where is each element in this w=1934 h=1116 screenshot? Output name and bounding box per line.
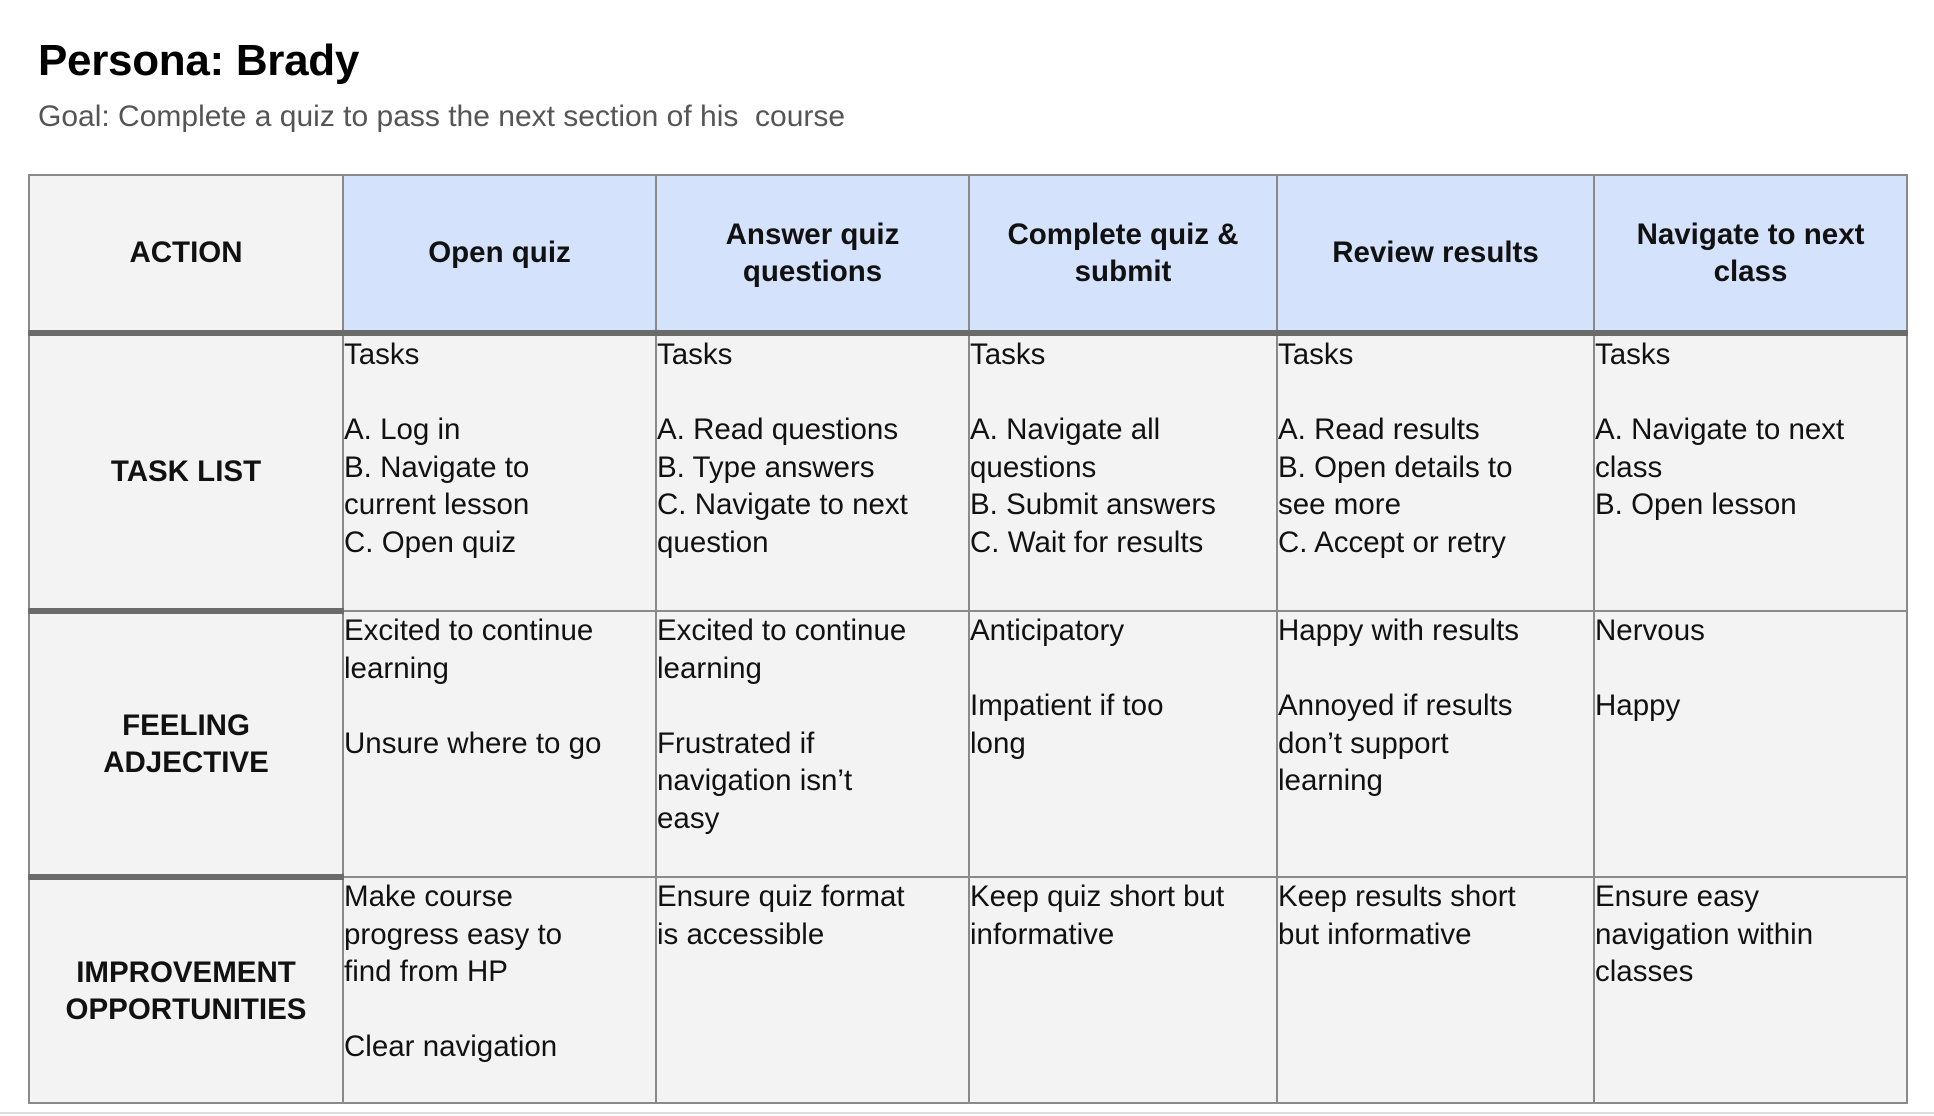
improvement-line: Make course — [344, 880, 513, 913]
task-line: C. Wait for results — [970, 525, 1204, 559]
improvement-line: progress easy to — [344, 917, 563, 951]
column-header-answer-quiz-questions — [656, 175, 969, 333]
feeling-line — [1278, 650, 1593, 688]
task-cell-complete-quiz-submit — [969, 333, 1277, 611]
improvement-line — [344, 991, 655, 1029]
improvement-line: classes — [1595, 955, 1694, 988]
feeling-line: Happy — [1595, 689, 1681, 722]
page-bottom-divider — [0, 1112, 1934, 1114]
row-label-text: FEELING — [122, 708, 250, 742]
task-line: current lesson — [344, 488, 530, 521]
feeling-adjective-row — [29, 611, 1907, 877]
feeling-line: navigation isn’t — [657, 764, 853, 797]
improvement-cell-complete-quiz-submit — [969, 877, 1277, 1103]
header-text: Open quiz — [428, 236, 571, 270]
feeling-line: don’t support — [1278, 726, 1449, 760]
page-title: Persona: Brady — [38, 36, 360, 85]
task-cell-answer-quiz-questions — [656, 333, 969, 611]
task-line: B. Open details to — [1278, 450, 1513, 484]
feeling-cell-navigate-to-next-class — [1594, 611, 1907, 877]
feeling-line: Happy with results — [1278, 614, 1520, 647]
feeling-line: Anticipatory — [970, 614, 1125, 647]
header-text: submit — [1074, 255, 1172, 288]
task-line: Tasks — [1278, 338, 1354, 371]
task-line: C. Open quiz — [344, 525, 517, 559]
feeling-line: Excited to continue — [344, 614, 594, 647]
task-cell-open-quiz — [343, 333, 656, 611]
journey-map-table — [28, 174, 1908, 1104]
header-text: Navigate to next — [1636, 217, 1865, 251]
column-header-open-quiz — [343, 175, 656, 333]
feeling-line: learning — [344, 651, 449, 685]
task-line — [657, 374, 968, 412]
improvement-cell-review-results — [1277, 877, 1594, 1103]
improvement-line: informative — [970, 917, 1115, 951]
row-label-task-list: TASK LIST — [29, 333, 343, 611]
improvement-line: but informative — [1278, 917, 1472, 951]
task-line: A. Navigate to next — [1595, 413, 1845, 446]
task-line: questions — [970, 450, 1097, 484]
task-line: Tasks — [1595, 338, 1671, 371]
task-line — [344, 374, 655, 412]
column-header-review-results — [1277, 175, 1594, 333]
task-line: B. Open lesson — [1595, 488, 1797, 521]
task-line: question — [657, 525, 769, 559]
action-header-row — [29, 175, 1907, 333]
feeling-cell-open-quiz — [343, 611, 656, 877]
feeling-line — [344, 687, 655, 725]
task-line: class — [1595, 450, 1663, 484]
feeling-line: long — [970, 726, 1026, 760]
row-label-text: IMPROVEMENT — [76, 955, 296, 989]
feeling-line: learning — [1278, 764, 1383, 797]
improvement-line: Clear navigation — [344, 1030, 558, 1063]
feeling-line: Frustrated if — [657, 726, 815, 760]
task-line — [1278, 374, 1593, 412]
task-line: Tasks — [970, 338, 1046, 371]
task-line: C. Navigate to next — [657, 488, 908, 521]
task-cell-review-results — [1277, 333, 1594, 611]
column-header-complete-quiz-submit — [969, 175, 1277, 333]
feeling-line: learning — [657, 651, 762, 685]
header-text: class — [1713, 255, 1788, 288]
row-label-text: OPPORTUNITIES — [65, 993, 307, 1026]
feeling-line — [970, 650, 1276, 688]
feeling-line: Impatient if too — [970, 689, 1164, 722]
improvement-line: Ensure quiz format — [657, 880, 905, 913]
feeling-line: Nervous — [1595, 614, 1705, 647]
feeling-line: Excited to continue — [657, 614, 907, 647]
task-line: B. Submit answers — [970, 488, 1216, 521]
feeling-line: easy — [657, 801, 720, 835]
improvement-line: Ensure easy — [1595, 880, 1759, 913]
feeling-line: Annoyed if results — [1278, 689, 1513, 722]
task-line: A. Log in — [344, 413, 461, 446]
row-label-feeling-adjective — [29, 611, 343, 877]
header-text: Complete quiz & — [1007, 217, 1239, 251]
task-line: A. Navigate all — [970, 413, 1161, 446]
improvement-cell-answer-quiz-questions — [656, 877, 969, 1103]
task-line — [1595, 374, 1906, 412]
task-line: A. Read results — [1278, 413, 1480, 446]
task-line: see more — [1278, 488, 1401, 521]
task-line: Tasks — [657, 338, 733, 371]
header-text: Answer quiz — [725, 217, 900, 251]
feeling-cell-review-results — [1277, 611, 1594, 877]
feeling-line — [657, 687, 968, 725]
task-line: Tasks — [344, 338, 420, 371]
task-line: B. Navigate to — [344, 450, 530, 484]
row-label-improvement-opportunities — [29, 877, 343, 1103]
column-header-navigate-to-next-class — [1594, 175, 1907, 333]
improvement-opportunities-row — [29, 877, 1907, 1103]
improvement-line: find from HP — [344, 955, 508, 988]
improvement-line: Keep results short — [1278, 880, 1516, 913]
task-line — [970, 374, 1276, 412]
feeling-cell-answer-quiz-questions — [656, 611, 969, 877]
header-text: questions — [742, 255, 883, 288]
task-line: C. Accept or retry — [1278, 525, 1506, 559]
task-line: B. Type answers — [657, 450, 875, 484]
header-text: Review results — [1332, 236, 1539, 270]
row-label-text: ADJECTIVE — [103, 746, 269, 779]
goal-subtitle: Goal: Complete a quiz to pass the next section of his course — [38, 100, 846, 133]
feeling-line — [1595, 650, 1906, 688]
improvement-cell-navigate-to-next-class — [1594, 877, 1907, 1103]
improvement-line: Keep quiz short but — [970, 880, 1225, 913]
improvement-line: is accessible — [657, 917, 825, 951]
task-cell-navigate-to-next-class — [1594, 333, 1907, 611]
row-label-action: ACTION — [29, 175, 343, 333]
feeling-line: Unsure where to go — [344, 726, 602, 760]
improvement-line: navigation within — [1595, 917, 1814, 951]
task-line: A. Read questions — [657, 413, 899, 446]
feeling-cell-complete-quiz-submit — [969, 611, 1277, 877]
improvement-cell-open-quiz — [343, 877, 656, 1103]
task-list-row — [29, 333, 1907, 611]
